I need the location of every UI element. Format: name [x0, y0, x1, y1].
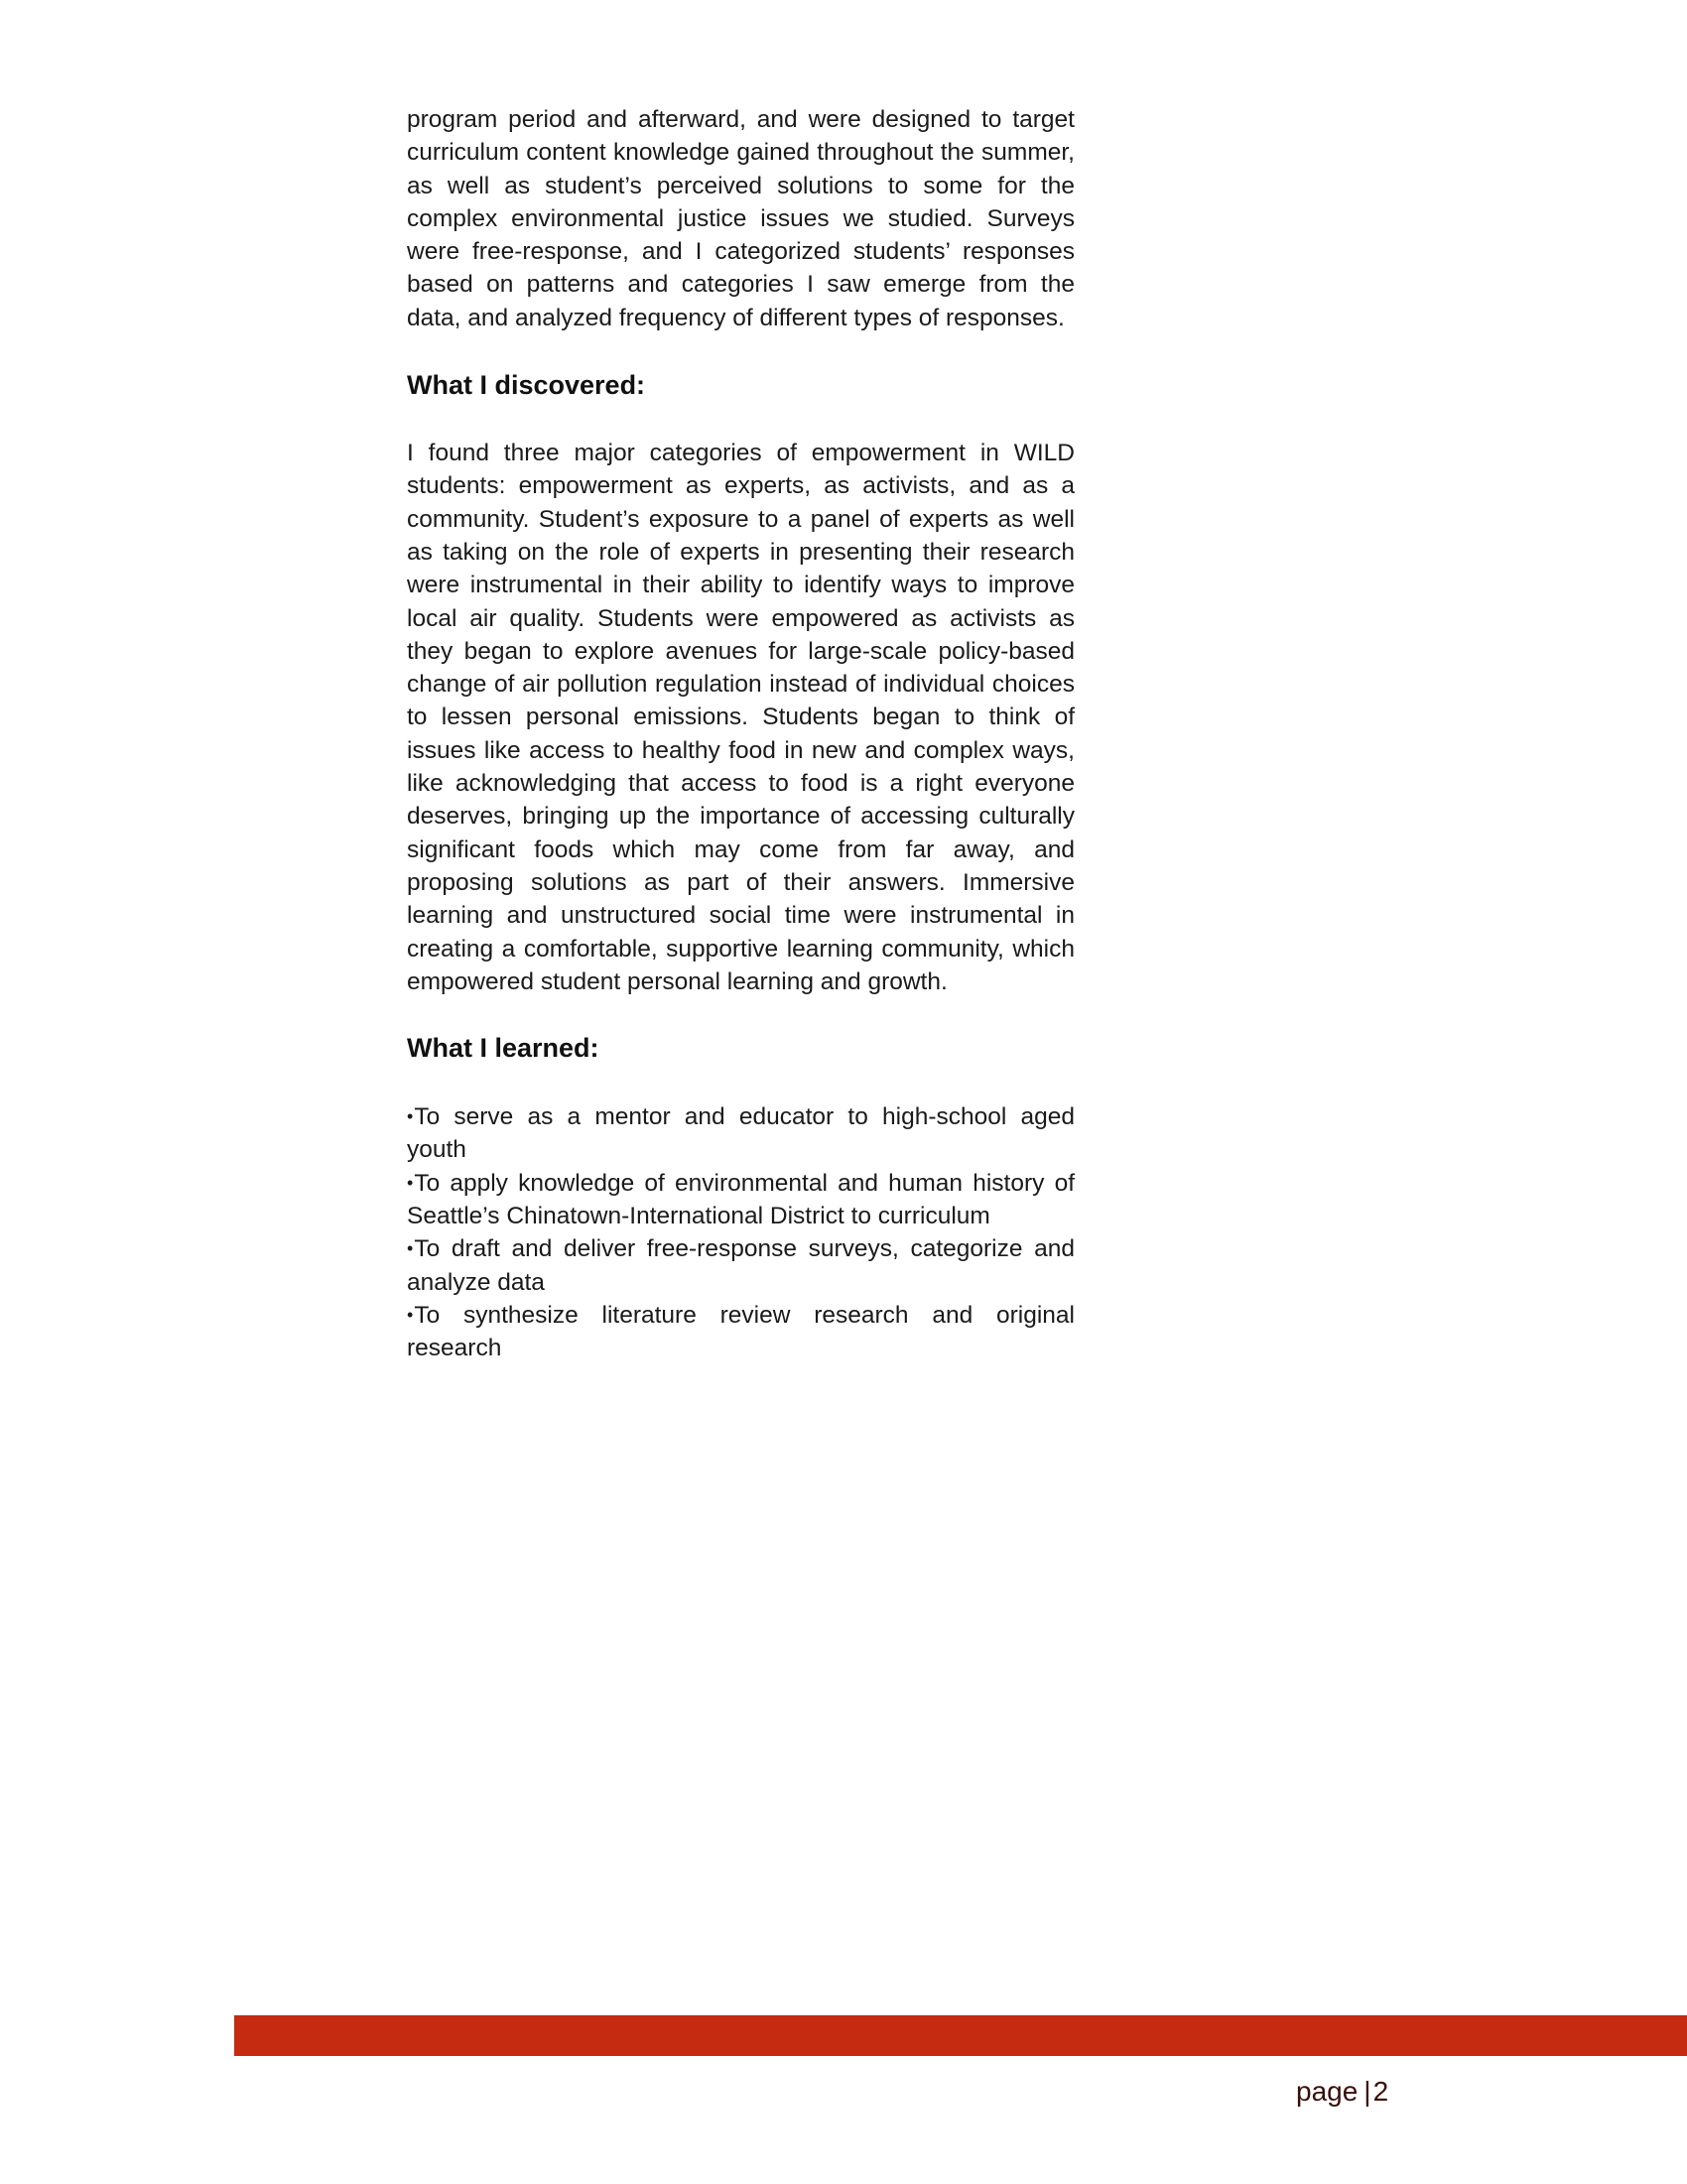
learned-list [407, 1100, 1075, 1364]
intro-paragraph: program period and afterward, and were designed to target curriculum content knowledge gained throughout the summer, as well as student’s perceived solutions to some for the complex environmental justice issues we studied. Surveys were free-response, and I categorized students’ responses based on patterns and categories I saw emerge from the data, and analyzed frequency of different types of responses. [407, 106, 1075, 331]
list-item-text: To synthesize literature review research and original research [407, 1301, 1075, 1362]
page-number-value: 2 [1372, 2076, 1389, 2107]
bullet-icon: • [407, 1304, 414, 1325]
page-separator: | [1363, 2076, 1371, 2107]
bullet-icon: • [407, 1172, 414, 1193]
list-item [407, 1167, 1075, 1233]
bullet-icon: • [407, 1106, 414, 1127]
section-heading-learned: What I learned: [407, 1033, 599, 1064]
list-item [407, 1299, 1075, 1365]
main-text-column [407, 103, 1075, 1365]
page-label: page [1296, 2076, 1359, 2107]
page-number [1296, 2075, 1388, 2109]
bullet-icon: • [407, 1238, 414, 1259]
list-item-text: To serve as a mentor and educator to high-school aged youth [407, 1103, 1075, 1164]
section-heading-discovered: What I discovered: [407, 370, 646, 401]
list-item [407, 1100, 1075, 1167]
discovered-paragraph: I found three major categories of empowerment in WILD students: empowerment as experts, as activists, and as a community. Student’s exposure to a panel of experts as well as taking on the role of experts in presenting their research were instrumental in their ability to identify ways to improve local air quality. Students were empowered as activists as they began to explore avenues for large-scale policy-based change of air pollution regulation instead of individual choices to lessen personal emissions. Students began to think of issues like access to healthy food in new and complex ways, like acknowledging that access to food is a right everyone deserves, bringing up the importance of accessing culturally significant foods which may come from far away, and proposing solutions as part of their answers. Immersive learning and unstructured social time were instrumental in creating a comfortable, supportive learning community, which empowered student personal learning and growth. [407, 440, 1075, 995]
list-item-text: To draft and deliver free-response surveys, categorize and analyze data [407, 1235, 1075, 1296]
footer-accent-bar [234, 2015, 1687, 2056]
list-item-text: To apply knowledge of environmental and human history of Seattle’s Chinatown-International District to curriculum [407, 1169, 1075, 1230]
list-item [407, 1232, 1075, 1299]
